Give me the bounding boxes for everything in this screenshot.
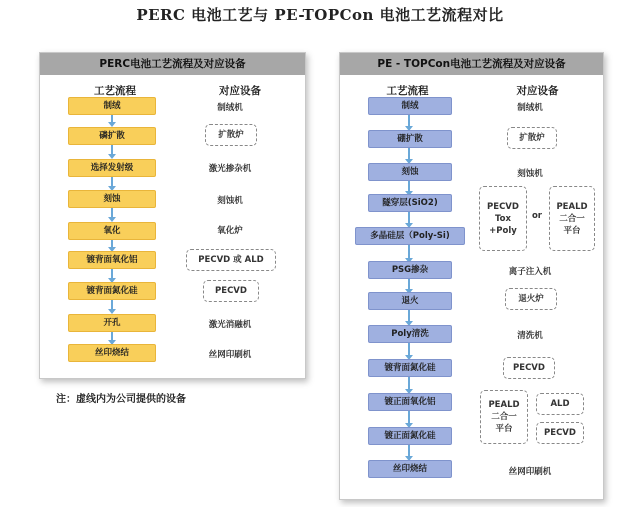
topcon-arrow: [408, 279, 410, 290]
perc-equipment-supplied: [203, 280, 259, 302]
topcon-equipment-label: PECVD: [513, 363, 545, 373]
topcon-arrow: [408, 148, 410, 160]
topcon-arrow: [408, 445, 410, 457]
topcon-col-equipment: 对应设备: [516, 85, 559, 97]
perc-equipment-supplied: [205, 124, 257, 146]
perc-step: 制绒: [68, 97, 156, 115]
topcon-equipment-label: 扩散炉: [519, 133, 545, 143]
topcon-arrow: [408, 212, 410, 224]
perc-col-process: 工艺流程: [94, 85, 136, 97]
perc-arrow: [111, 269, 113, 279]
perc-step: 选择发射级: [68, 159, 156, 177]
topcon-equipment-label: PECVD: [544, 428, 576, 438]
topcon-equipment: 刻蚀机: [517, 169, 543, 179]
topcon-equipment-label: PEALD: [488, 400, 520, 410]
topcon-equipment-label: 二合一: [559, 213, 585, 224]
perc-equipment-supplied: [186, 249, 276, 271]
topcon-equipment-supplied: [479, 186, 527, 251]
topcon-equipment-label: +Poly: [489, 225, 517, 236]
topcon-arrow: [408, 115, 410, 127]
topcon-arrow: [408, 181, 410, 192]
perc-step: 镀背面氮化硅: [68, 282, 156, 300]
perc-panel-header: PERC电池工艺流程及对应设备: [40, 53, 305, 75]
topcon-col-process: 工艺流程: [386, 85, 429, 97]
topcon-or-label: or: [531, 211, 543, 221]
perc-step: 磷扩散: [68, 127, 156, 145]
topcon-step: 镀正面氧化铝: [368, 393, 452, 411]
topcon-equipment: 清洗机: [517, 331, 543, 341]
perc-step: 氧化: [68, 222, 156, 240]
topcon-step: 丝印烧结: [368, 460, 452, 478]
topcon-panel-header: PE - TOPCon电池工艺流程及对应设备: [340, 53, 603, 75]
topcon-step: 退火: [368, 292, 452, 310]
topcon-equipment-label: Tox: [494, 213, 511, 224]
topcon-equipment-label: 平台: [495, 424, 513, 434]
topcon-equipment-label: PECVD: [487, 201, 519, 212]
topcon-arrow: [408, 411, 410, 424]
perc-arrow: [111, 208, 113, 218]
perc-equipment: 激光掺杂机: [208, 164, 252, 174]
perc-step: 镀背面氧化铝: [68, 251, 156, 269]
perc-step: 刻蚀: [68, 190, 156, 208]
topcon-step: 刻蚀: [368, 163, 452, 181]
topcon-equipment-supplied: [507, 127, 557, 149]
perc-step: 开孔: [68, 314, 156, 332]
perc-equipment: 氧化炉: [217, 226, 243, 236]
topcon-arrow: [408, 343, 410, 356]
perc-equipment: 激光消融机: [208, 320, 252, 330]
topcon-step: 硼扩散: [368, 130, 452, 148]
topcon-equipment-label: ALD: [550, 399, 570, 409]
footnote: 注：虚线内为公司提供的设备: [56, 394, 186, 405]
topcon-equipment-supplied: [503, 357, 555, 379]
topcon-equipment-label: PEALD: [556, 201, 588, 212]
topcon-step: 镀背面氮化硅: [368, 359, 452, 377]
perc-arrow: [111, 145, 113, 155]
topcon-equipment-supplied: [505, 288, 557, 310]
topcon-step: 制绒: [368, 97, 452, 115]
perc-arrow: [111, 115, 113, 123]
topcon-step: 多晶硅层（Poly-Si): [355, 227, 465, 245]
perc-arrow: [111, 300, 113, 310]
topcon-equipment: 丝网印刷机: [508, 467, 552, 477]
perc-equipment-label: PECVD 或 ALD: [198, 255, 264, 265]
perc-equipment-label: PECVD: [215, 286, 247, 296]
topcon-arrow: [408, 310, 410, 322]
topcon-equipment-supplied: [536, 422, 584, 444]
topcon-step: PSG掺杂: [368, 261, 452, 279]
perc-col-equipment: 对应设备: [219, 85, 261, 97]
topcon-step: 镀正面氮化硅: [368, 427, 452, 445]
topcon-equipment: 离子注入机: [508, 267, 552, 277]
topcon-equipment-supplied: [480, 390, 528, 444]
topcon-step: Poly清洗: [368, 325, 452, 343]
perc-arrow: [111, 177, 113, 187]
topcon-equipment-supplied: [536, 393, 584, 415]
topcon-equipment-label: 二合一: [491, 412, 517, 422]
perc-equipment: 丝网印刷机: [208, 350, 252, 360]
perc-equipment: 制绒机: [217, 103, 243, 113]
perc-arrow: [111, 240, 113, 248]
topcon-step: 隧穿层(SiO2): [368, 194, 452, 212]
perc-equipment: 刻蚀机: [217, 196, 243, 206]
perc-arrow: [111, 332, 113, 341]
topcon-arrow: [408, 245, 410, 259]
page-title: PERC 电池工艺与 PE-TOPCon 电池工艺流程对比: [136, 6, 504, 24]
perc-step: 丝印烧结: [68, 344, 156, 362]
topcon-equipment-supplied: [549, 186, 595, 251]
topcon-equipment-label: 平台: [563, 225, 581, 236]
topcon-equipment-label: 退火炉: [518, 294, 544, 304]
perc-equipment-label: 扩散炉: [218, 130, 244, 140]
topcon-arrow: [408, 377, 410, 390]
topcon-equipment: 制绒机: [517, 103, 543, 113]
